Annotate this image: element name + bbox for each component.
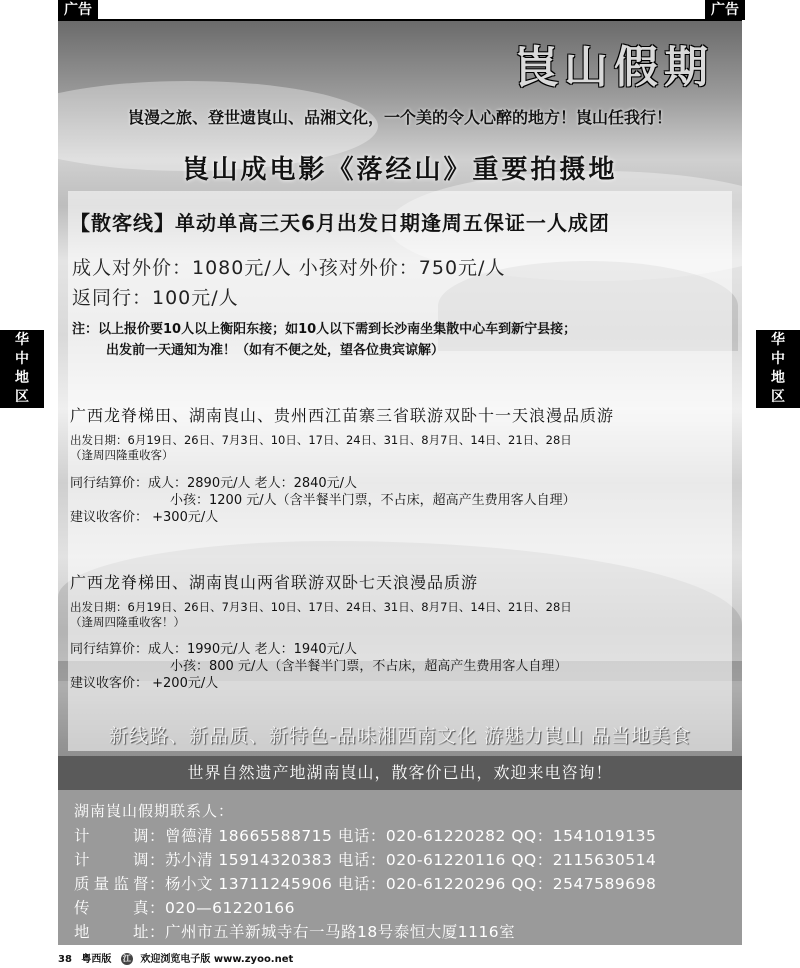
- tour-title: 广西龙脊梯田、湖南崀山、贵州西江苗寨三省联游双卧十一天浪漫品质游: [70, 406, 615, 425]
- contact-label: 地址: [74, 923, 149, 941]
- heritage-banner: 世界自然遗产地湖南崀山，散客价已出，欢迎来电咨询！: [58, 756, 742, 790]
- contact-text: ：苏小清 15914320383 电话：020-61220116 QQ：2115630514: [149, 851, 657, 869]
- region-char: 中: [15, 351, 29, 367]
- contacts-box: [58, 790, 742, 945]
- contact-row: [74, 896, 295, 918]
- dates-line: 出发日期：6月19日、26日、7月3日、10日、17日、24日、31日、8月7日、14日、21日、28日: [70, 600, 572, 614]
- region-char: 区: [771, 389, 785, 405]
- contact-label: 计调: [74, 851, 149, 869]
- settle-line: 同行结算价：成人：2890元/人 老人：2840元/人: [70, 476, 358, 491]
- contact-row: [74, 848, 656, 870]
- contact-text: ：020—61220166: [149, 899, 295, 917]
- region-tab-right: [756, 330, 800, 408]
- footer-link[interactable]: 欢迎浏览电子版 www.zyoo.net: [140, 954, 294, 965]
- settle-line: 小孩：800 元/人（含半餐半门票，不占床，超高产生费用客人自理）: [170, 659, 568, 674]
- contact-text: ：广州市五羊新城寺右一马路18号泰恒大厦1116室: [149, 923, 516, 941]
- dates-note: （逢周四隆重收客）: [70, 448, 174, 462]
- region-char: 地: [15, 370, 29, 386]
- page-number: 38: [58, 954, 72, 965]
- ad-label-left: 广告: [58, 0, 98, 20]
- note-line: 注：以上报价要10人以上衡阳东接；如10人以下需到长沙南坐集散中心车到新宁县接；: [72, 322, 577, 337]
- page-footer: [58, 950, 293, 965]
- ad-label-right: 广告: [705, 0, 745, 20]
- contacts-header: 湖南崀山假期联系人：: [74, 802, 235, 820]
- settle-line: 小孩：1200 元/人（含半餐半门票，不占床，超高产生费用客人自理）: [170, 493, 576, 508]
- region-char: 华: [15, 332, 29, 348]
- contact-label: 质量监督: [74, 875, 149, 893]
- suggest-price: 建议收客价： +200元/人: [70, 676, 219, 691]
- dates-note: （逢周四隆重收客！）: [70, 615, 185, 629]
- tour-settle: [70, 641, 567, 692]
- tour-settle: [70, 475, 576, 526]
- tour-dates: [70, 433, 572, 463]
- contact-text: ：曾德清 18665588715 电话：020-61220282 QQ：1541019135: [149, 827, 657, 845]
- contact-text: ：杨小文 13711245906 电话：020-61220296 QQ：2547589698: [149, 875, 657, 893]
- contact-row: [74, 920, 515, 942]
- brand-title: 崀山假期: [514, 42, 714, 93]
- region-char: 中: [771, 351, 785, 367]
- settle-line: 同行结算价：成人：1990元/人 老人：1940元/人: [70, 642, 358, 657]
- contact-label: 传真: [74, 899, 149, 917]
- film-headline: 崀山成电影《落经山》重要拍摄地: [182, 155, 618, 185]
- tour-dates: [70, 600, 572, 630]
- rebate-line: 返同行：100元/人: [72, 287, 239, 309]
- route-note: [72, 319, 576, 361]
- region-char: 区: [15, 389, 29, 405]
- route-title: 【散客线】单动单高三天6月出发日期逢周五保证一人成团: [70, 211, 610, 235]
- suggest-price: 建议收客价： +300元/人: [70, 510, 219, 525]
- dates-line: 出发日期：6月19日、26日、7月3日、10日、17日、24日、31日、8月7日、14日、21日、28日: [70, 433, 572, 447]
- contact-row: [74, 824, 656, 846]
- slogan: 崀漫之旅、登世遗崀山、品湘文化，一个美的令人心醉的地方！崀山任我行！: [127, 108, 672, 127]
- advert-panel: [58, 21, 742, 945]
- tour-title: 广西龙脊梯田、湖南崀山两省联游双卧七天浪漫品质游: [70, 573, 479, 592]
- region-tab-left: [0, 330, 44, 408]
- publisher-logo-icon: 江: [122, 954, 131, 963]
- region-char: 地: [771, 370, 785, 386]
- region-char: 华: [771, 332, 785, 348]
- contact-row: [74, 872, 656, 894]
- contact-label: 计调: [74, 827, 149, 845]
- note-line: 出发前一天通知为准！（如有不便之处，望各位贵宾谅解）: [106, 343, 445, 358]
- price-line: 成人对外价：1080元/人 小孩对外价：750元/人: [72, 257, 506, 279]
- bottom-slogan: 新线路、新品质、新特色-品味湘西南文化 游魅力崀山 品当地美食: [109, 725, 691, 747]
- edition-label: 粤西版: [81, 954, 112, 965]
